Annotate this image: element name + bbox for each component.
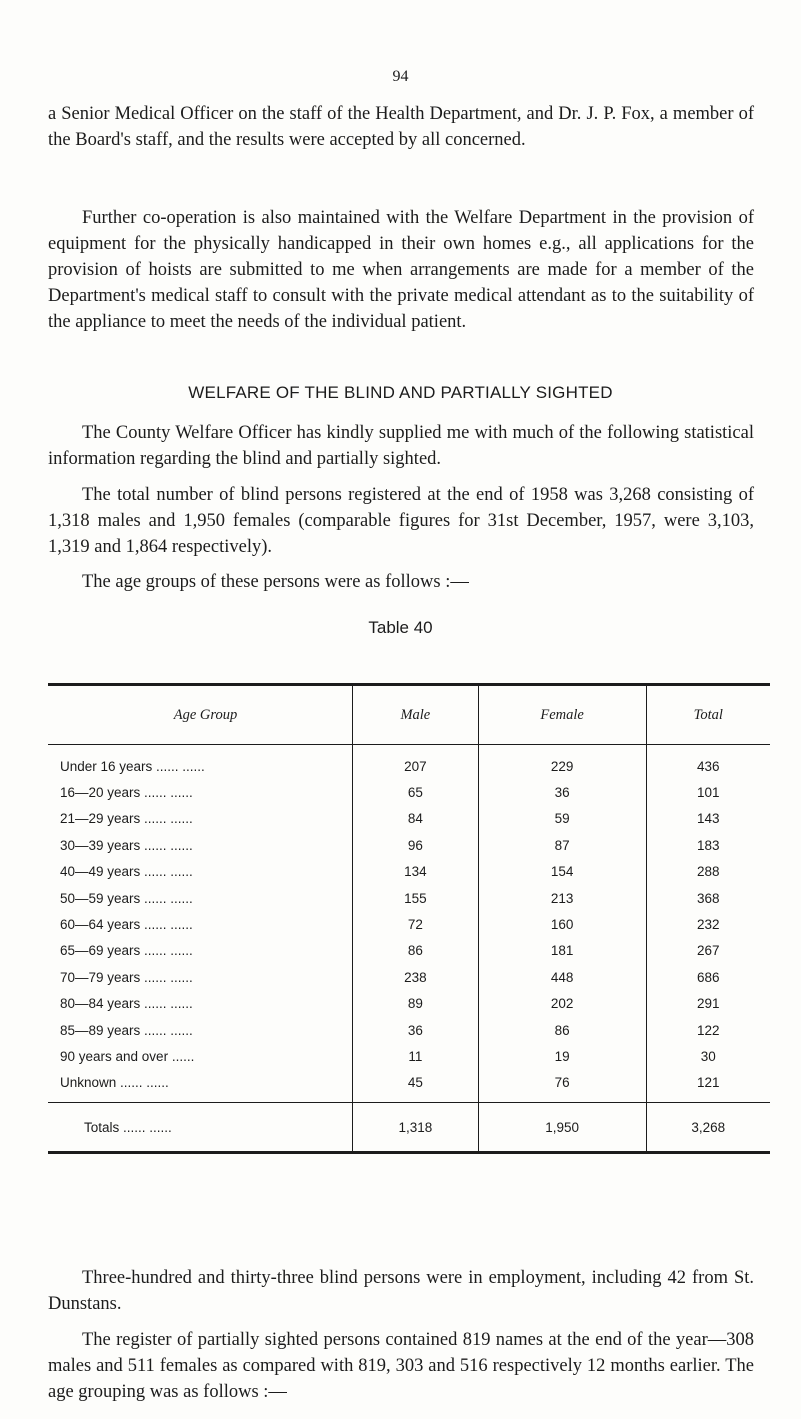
header-age-group: Age Group	[48, 685, 353, 745]
cell-female: 229	[478, 745, 646, 780]
cell-age-group: Unknown ...... ......	[60, 1075, 169, 1091]
header-female: Female	[478, 685, 646, 745]
cell-female: 86	[478, 1017, 646, 1043]
table-row	[48, 1043, 770, 1069]
header-male: Male	[353, 685, 479, 745]
cell-age-group: 85—89 years ...... ......	[60, 1022, 193, 1038]
age-group-table	[48, 683, 770, 1154]
cell-age-group: Under 16 years ...... ......	[60, 758, 205, 774]
cell-male: 134	[353, 859, 479, 885]
cell-total: 436	[646, 745, 770, 780]
cell-male: 86	[353, 938, 479, 964]
cell-total: 121	[646, 1070, 770, 1103]
paragraph-7: The register of partially sighted persons contained 819 names at the end of the year—308 males and 511 females as compared with 819, 303 and 516 respectively 12 months earlier. The age grouping was as follows :—	[48, 1330, 754, 1402]
cell-male: 36	[353, 1017, 479, 1043]
table-row	[48, 745, 770, 780]
cell-total: 30	[646, 1043, 770, 1069]
cell-male: 65	[353, 779, 479, 805]
cell-age-group: 60—64 years ...... ......	[60, 917, 193, 933]
cell-female: 181	[478, 938, 646, 964]
cell-age-group: 16—20 years ...... ......	[60, 785, 193, 801]
table-row	[48, 806, 770, 832]
totals-row	[48, 1103, 770, 1153]
cell-total: 288	[646, 859, 770, 885]
table-row	[48, 911, 770, 937]
cell-age-group: 30—39 years ...... ......	[60, 837, 193, 853]
cell-male: 238	[353, 964, 479, 990]
table-header-row	[48, 685, 770, 745]
table-row	[48, 938, 770, 964]
section-heading: WELFARE OF THE BLIND AND PARTIALLY SIGHTED	[188, 383, 613, 402]
cell-total: 143	[646, 806, 770, 832]
table-row	[48, 1070, 770, 1103]
cell-female: 36	[478, 779, 646, 805]
cell-age-group: 40—49 years ...... ......	[60, 864, 193, 880]
cell-total: 101	[646, 779, 770, 805]
cell-age-group: 90 years and over ......	[60, 1048, 195, 1064]
table-row	[48, 885, 770, 911]
table-row	[48, 859, 770, 885]
cell-female: 87	[478, 832, 646, 858]
cell-male: 45	[353, 1070, 479, 1103]
cell-female: 202	[478, 991, 646, 1017]
paragraph-2: Further co-operation is also maintained with the Welfare Department in the provision of equipment for the physically handicapped in their own homes e.g., all applications for the provision of hoists are submitted to me when arrangements are made for a member of the Department's medical staff to consult with the private medical attendant as to the suitability of the appliance to meet the needs of the individual patient.	[48, 208, 754, 332]
cell-female: 154	[478, 859, 646, 885]
cell-age-group: 50—59 years ...... ......	[60, 890, 193, 906]
cell-age-group: 21—29 years ...... ......	[60, 811, 193, 827]
cell-male: 207	[353, 745, 479, 780]
cell-total: 267	[646, 938, 770, 964]
paragraph-1: a Senior Medical Officer on the staff of the Health Department, and Dr. J. P. Fox, a member of the Board's staff, and the results were accepted by all concerned.	[48, 104, 754, 150]
header-total: Total	[646, 685, 770, 745]
cell-male: 89	[353, 991, 479, 1017]
cell-total: 183	[646, 832, 770, 858]
totals-female: 1,950	[478, 1103, 646, 1153]
cell-age-group: 80—84 years ...... ......	[60, 996, 193, 1012]
cell-female: 448	[478, 964, 646, 990]
cell-age-group: 70—79 years ...... ......	[60, 969, 193, 985]
table-title: Table 40	[368, 618, 433, 637]
table-row	[48, 1017, 770, 1043]
cell-total: 122	[646, 1017, 770, 1043]
cell-female: 59	[478, 806, 646, 832]
table-row	[48, 991, 770, 1017]
totals-total: 3,268	[646, 1103, 770, 1153]
cell-female: 213	[478, 885, 646, 911]
page-number: 94	[392, 68, 409, 85]
paragraph-4: The total number of blind persons registered at the end of 1958 was 3,268 consisting of 1,318 males and 1,950 females (comparable figures for 31st December, 1957, were 3,103, 1,319 and 1,864 respectively).	[48, 485, 754, 557]
cell-male: 155	[353, 885, 479, 911]
table-row	[48, 964, 770, 990]
cell-female: 76	[478, 1070, 646, 1103]
cell-total: 368	[646, 885, 770, 911]
cell-male: 84	[353, 806, 479, 832]
cell-female: 160	[478, 911, 646, 937]
cell-total: 686	[646, 964, 770, 990]
totals-label: Totals ...... ......	[48, 1103, 353, 1153]
cell-male: 96	[353, 832, 479, 858]
cell-age-group: 65—69 years ...... ......	[60, 943, 193, 959]
cell-total: 232	[646, 911, 770, 937]
paragraph-6: Three-hundred and thirty-three blind persons were in employment, including 42 from St. Dunstans.	[48, 1268, 754, 1314]
table-row	[48, 832, 770, 858]
table-row	[48, 779, 770, 805]
paragraph-3: The County Welfare Officer has kindly supplied me with much of the following statistical information regarding the blind and partially sighted.	[48, 423, 754, 469]
totals-male: 1,318	[353, 1103, 479, 1153]
cell-total: 291	[646, 991, 770, 1017]
cell-male: 11	[353, 1043, 479, 1069]
cell-male: 72	[353, 911, 479, 937]
cell-female: 19	[478, 1043, 646, 1069]
paragraph-5: The age groups of these persons were as follows :—	[82, 572, 469, 592]
